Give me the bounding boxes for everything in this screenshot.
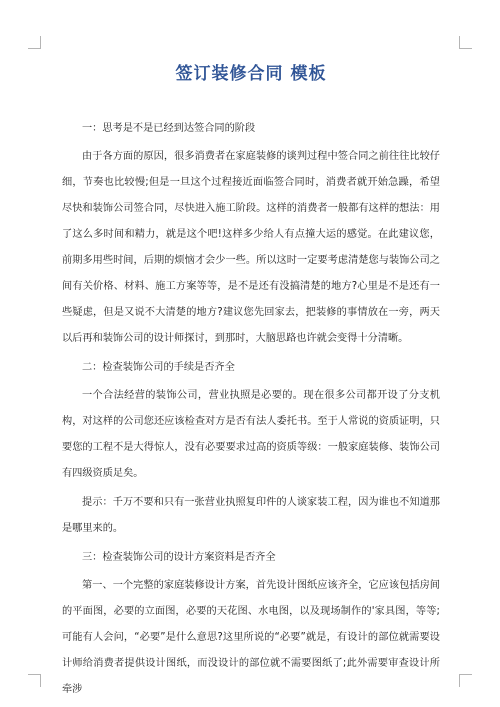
section-heading-1: 一：思考是不是已经到达签合同的阶段 xyxy=(82,123,256,134)
document-page xyxy=(62,60,440,706)
section-1-paragraph-1: 由于各方面的原因，很多消费者在家庭装修的谈判过程中签合同之前往往比较仔细，节奏也比较慢;但是一旦这个过程接近面临签合同时，消费者就开始急躁，希望尽快和装饰公司签合同，尽快进入施工阶段。这样的消费者一般都有这样的想法：用了这么多时间和精力，就是这个吧!这样多少给人有点撞大运的感觉。在此建议您，前期多用些时间，后期的烦恼才会少一些。所以这时一定要考虑清楚您与装饰公司之间有关价格、材料、施工方案等等，是不是还有没搞清楚的地方?心里是不是还有一些疑虑，但是又说不大清楚的地方?建议您先回家去，把装修的事情放在一旁，两天以后再和装饰公司的设计师探讨，到那时，大脑思路也许就会变得十分清晰。 xyxy=(62,151,440,344)
document-title: 签订装修合同 模板 xyxy=(175,64,327,84)
section-heading-3: 三：检查装饰公司的设计方案资料是否齐全 xyxy=(82,552,276,563)
crop-mark-bottom-right xyxy=(459,674,472,687)
crop-mark-top-right xyxy=(459,36,472,49)
section-2-paragraph-2: 提示：千万不要和只有一张营业执照复印件的人谈家装工程，因为谁也不知道那是哪里来的。 xyxy=(62,497,440,534)
crop-mark-bottom-left xyxy=(28,674,41,687)
section-2-paragraph-1: 一个合法经营的装饰公司，营业执照是必要的。现在很多公司都开设了分支机构，对这样的公司您还应该检查对方是否有法人委托书。至于人常说的资质证明，只要您的工程不是大得惊人，没有必要要求过高的资质等级：一般家庭装修、装饰公司有四级资质足矣。 xyxy=(62,390,440,479)
crop-mark-top-left xyxy=(28,36,41,49)
section-3-paragraph-1: 第一、一个完整的家庭装修设计方案，首先设计图纸应该齐全，它应该包括房间的平面图，必要的立面图，必要的天花图、水电图，以及现场制作的'家具图，等等;可能有人会问，“必要”是什么意思?这里所说的“必要”就是，有设计的部位就需要设计师给消费者提供设计图纸，而没设计的部位就不需要图纸了;此外需要审查设计所牵涉 xyxy=(62,580,440,695)
section-heading-2: 二：检查装饰公司的手续是否齐全 xyxy=(82,362,235,373)
